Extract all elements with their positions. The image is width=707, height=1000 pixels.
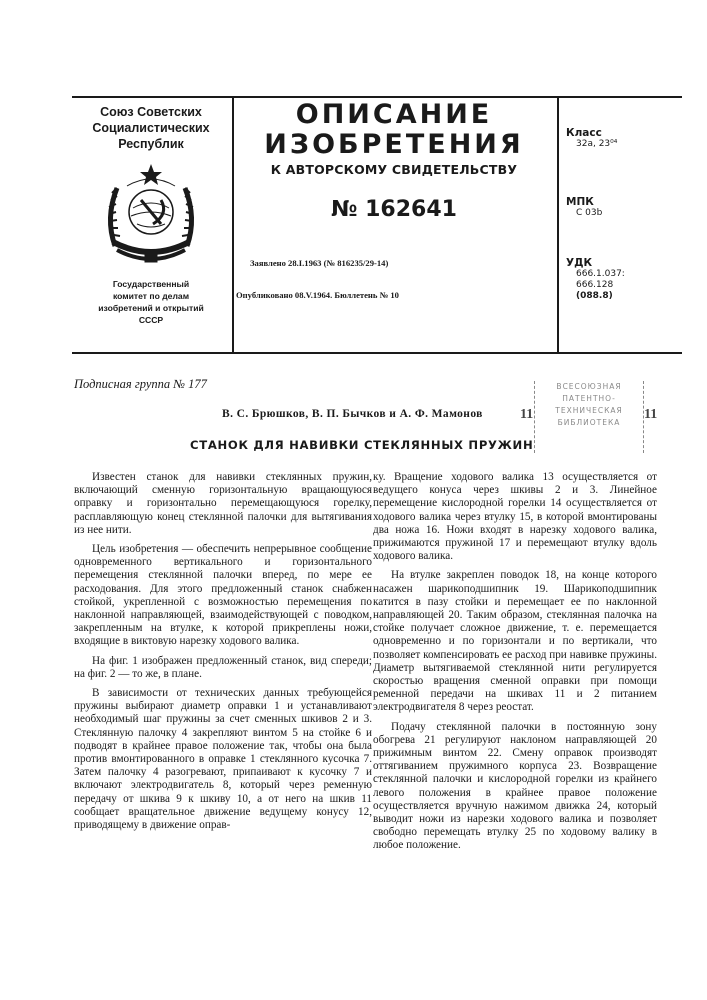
class-value: 32а, 23⁰⁴ [566, 139, 676, 150]
org-line-1: Союз Советских [72, 104, 230, 120]
udk-value-1: 666.1.037: [566, 269, 676, 280]
title-line-2: ИЗОБРЕТЕНИЯ [236, 130, 552, 160]
body-column-left [74, 471, 372, 838]
header-right-divider [557, 96, 559, 354]
udk-value-2: 666.128 [566, 280, 676, 291]
subscription-group: Подписная группа № 177 [74, 377, 207, 392]
mpk-value: С 03b [566, 208, 676, 219]
mpk-label: МПК [566, 196, 676, 208]
committee-line-1: Государственный [72, 278, 230, 290]
udk-value-3: (088.8) [566, 291, 676, 302]
authors: В. С. Брюшков, В. П. Бычков и А. Ф. Мамонов [222, 408, 483, 420]
header-left-divider [232, 96, 234, 354]
committee-line-3: изобретений и открытий [72, 302, 230, 314]
title-line-1: ОПИСАНИЕ [236, 100, 552, 130]
filed-date: Заявлено 28.I.1963 (№ 816235/29-14) [236, 258, 552, 268]
stamp-mark-left: 11 [520, 407, 533, 423]
committee-line-4: СССР [72, 314, 230, 326]
library-stamp [516, 377, 656, 455]
invention-title: СТАНОК ДЛЯ НАВИВКИ СТЕКЛЯННЫХ ПРУЖИН [190, 438, 533, 452]
stamp-line-3: ТЕХНИЧЕСКАЯ [535, 405, 643, 417]
classification-block [566, 127, 676, 302]
paragraph: Подачу стеклянной палочки в постоянную зону обогрева 21 регулируют наклоном направляющей 20 прижимным винтом 22. Смену оправок производят оттягиванием пружимного корпуса 23. Возвращение стеклянной палочки и кислородной горелки из крайнего левого положения в крайнее правое положение осуществляется вручную нажимом движка 24, который выводит ножи из нарезки ходового валика и позволяет свободно перемещать втулку 25 по ходовому валику в любое положение. [373, 721, 657, 853]
committee-line-2: комитет по делам [72, 290, 230, 302]
stamp-line-4: БИБЛИОТЕКА [535, 417, 643, 429]
paragraph: На втулке закреплен поводок 18, на конце которого насажен шарикоподшипник 19. Шарикоподшипник катится в пазу стойки и перемещает ее по наклонной направляющей 20. Таким образом, стеклянная палочка на стойке получает сложное движение, т. е. перемещается одновременно и по горизонтали и по вертикали, что позволяет компенсировать ее расход при навивке пружины. Диаметр вытягиваемой стеклянной нити регулируется скоростью вращения сменной оправки при помощи ременной передачи на шкивах 11 и 2 питанием электродвигателя 8 через реостат. [373, 569, 657, 714]
header-top-rule [72, 96, 682, 98]
body-column-right [373, 471, 657, 859]
stamp-frame [534, 381, 644, 453]
paragraph: ку. Вращение ходового валика 13 осуществляется от ведущего конуса через шкивы 2 и 3. Линейное перемещение кислородной горелки 14 осуществляется от ходового валика через втулку 15, в которой вмонтированы два ножа 16. Ножи входят в нарезку ходового валика, прижимаются пружиной 17 и перемещают втулку вдоль ходового валика. [373, 471, 657, 563]
paragraph: На фиг. 1 изображен предложенный станок, вид спереди; на фиг. 2 — то же, в плане. [74, 655, 372, 681]
stamp-line-1: ВСЕСОЮЗНАЯ [535, 381, 643, 393]
paragraph: Цель изобретения — обеспечить непрерывное сообщение одновременного вертикального и горизонтального перемещения стеклянной палочки вперед, по мере ее расходования. Для этого предложенный станок снабжен стойкой, укрепленной с возможностью перемещения по наклонной направляющей, взаимодействующей с поводком, закрепленным на втулке, к которой прикреплены ножи, входящие в виктовую нарезку ходового валика. [74, 543, 372, 649]
published-date: Опубликовано 08.V.1964. Бюллетень № 10 [236, 290, 552, 300]
header-bottom-rule [72, 352, 682, 354]
class-label: Класс [566, 127, 676, 139]
udk-label: УДК [566, 257, 676, 269]
document-number: № 162641 [236, 197, 552, 222]
paragraph: Известен станок для навивки стеклянных пружин, включающий сменную горизонтальную вращающуюся оправку и горизонтально перемещающуюся горелку, расплавляющую конец стеклянной палочки для вытягивания из нее нити. [74, 471, 372, 537]
title-block [236, 100, 552, 300]
org-line-2: Социалистических [72, 120, 230, 136]
paragraph: В зависимости от технических данных требующейся пружины выбирают диаметр оправки 1 и устанавливают необходимый шаг пружины за счет сменных шкивов 2 и 3. Стеклянную палочку 4 закрепляют винтом 5 на стойке 6 и подводят в крайнее правое положение так, чтобы она была против вмонтированного в оправке 1 стеклянного кусочка 7. Затем палочку 4 разогревают, припаивают к кусочку 7 и включают электродвигатель 8, который через ременную передачу от шкива 9 к шкиву 10, а от него на шкив 11 сообщает вращательное движение ведущему конусу 12, приводящему в движение оправ- [74, 687, 372, 832]
issuing-country-block [72, 104, 230, 326]
stamp-mark-right: 11 [644, 407, 657, 423]
subtitle: К АВТОРСКОМУ СВИДЕТЕЛЬСТВУ [236, 162, 552, 177]
stamp-line-2: ПАТЕНТНО- [535, 393, 643, 405]
state-emblem-icon [97, 158, 205, 270]
org-line-3: Республик [72, 136, 230, 152]
